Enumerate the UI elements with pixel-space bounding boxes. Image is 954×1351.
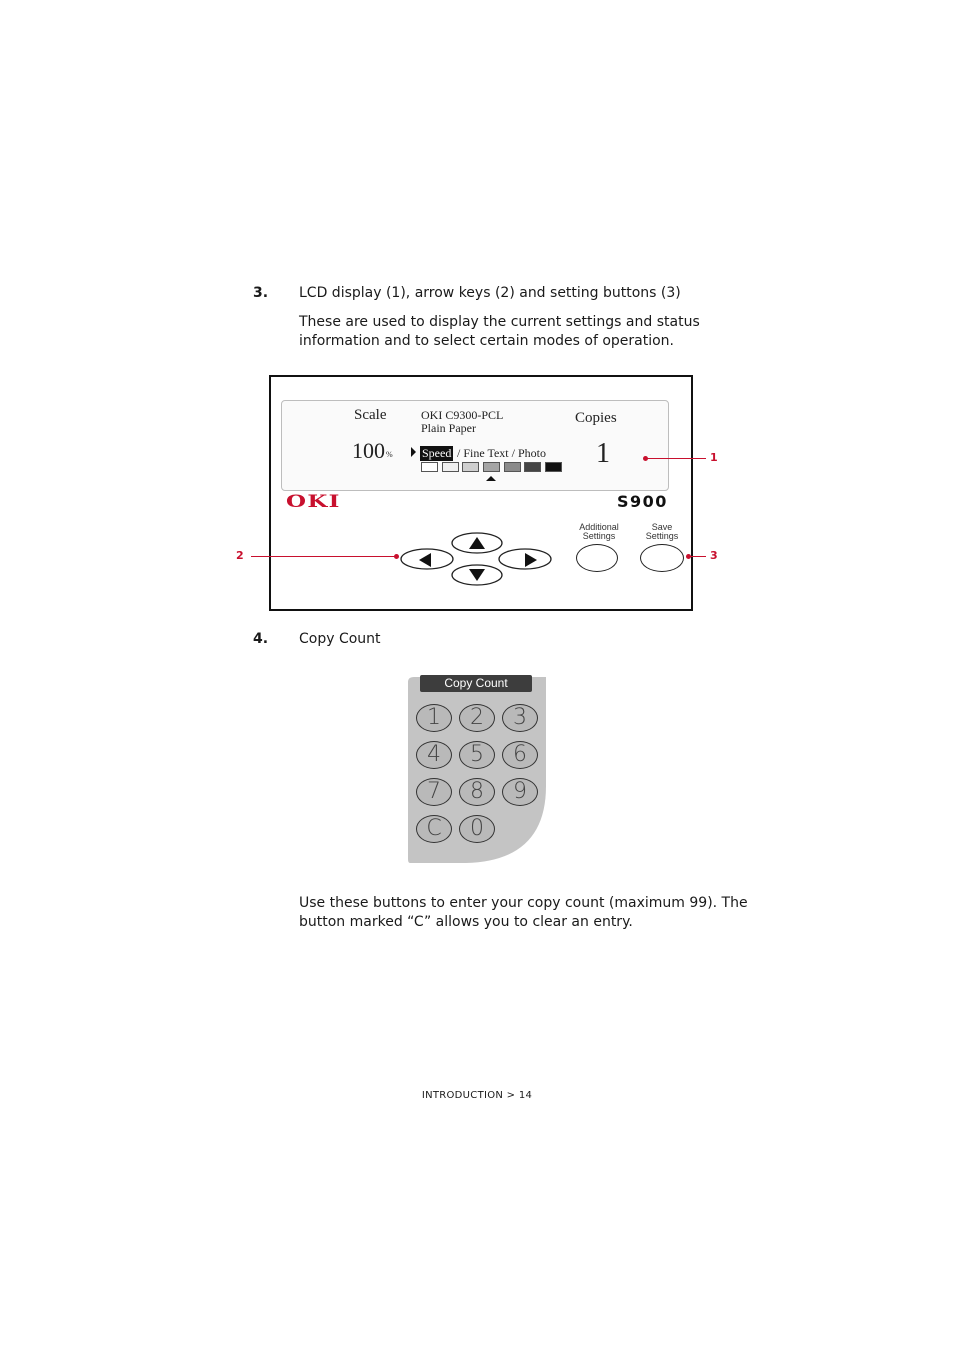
callout-2-line (251, 556, 397, 557)
save-settings-label-line2: Settings (645, 531, 679, 541)
down-arrow-button[interactable] (468, 568, 486, 582)
tone-swatch-4 (483, 462, 500, 472)
key-0[interactable]: 0 (459, 815, 495, 843)
key-9[interactable]: 9 (502, 778, 538, 806)
key-2[interactable]: 2 (459, 704, 495, 732)
lcd-scale-unit: % (386, 450, 393, 459)
copy-count-label: Copy Count (420, 675, 532, 692)
section-4-number: 4. (253, 631, 269, 647)
key-8[interactable]: 8 (459, 778, 495, 806)
tone-swatch-3 (462, 462, 479, 472)
section-4-description-line2: button marked “C” allows you to clear an entry. (299, 914, 633, 930)
up-arrow-button[interactable] (468, 536, 486, 550)
callout-1-number: 1 (710, 451, 718, 464)
key-7[interactable]: 7 (416, 778, 452, 806)
key-3[interactable]: 3 (502, 704, 538, 732)
section-3-description-line2: information and to select certain modes of operation. (299, 333, 674, 349)
callout-1-dot (643, 456, 648, 461)
lcd-copies-label: Copies (575, 410, 617, 426)
additional-settings-label-line1: Additional (579, 522, 619, 532)
callout-3-number: 3 (710, 549, 718, 562)
callout-3-dot (686, 554, 691, 559)
lcd-mode-others: / Fine Text / Photo (457, 446, 546, 460)
right-arrow-button[interactable] (524, 552, 538, 568)
section-3-number: 3. (253, 285, 269, 301)
key-4[interactable]: 4 (416, 741, 452, 769)
lcd-indicator-icon (486, 476, 496, 481)
tone-swatch-2 (442, 462, 459, 472)
key-clear[interactable]: C (416, 815, 452, 843)
lcd-scale-label: Scale (354, 407, 387, 423)
tone-swatch-6 (524, 462, 541, 472)
additional-settings-label-line2: Settings (582, 531, 616, 541)
oki-logo: OKI (286, 492, 341, 512)
save-settings-button[interactable] (640, 544, 684, 572)
page-footer: INTRODUCTION > 14 (421, 1090, 533, 1101)
section-3-heading: LCD display (1), arrow keys (2) and setting buttons (3) (299, 285, 681, 301)
section-4-description-line1: Use these buttons to enter your copy count (maximum 99). The (299, 895, 748, 911)
lcd-paper-type: Plain Paper (421, 421, 476, 435)
lcd-copies-value: 1 (596, 438, 610, 469)
callout-2-dot (394, 554, 399, 559)
key-5[interactable]: 5 (459, 741, 495, 769)
tone-swatch-7 (545, 462, 562, 472)
lcd-printer-name: OKI C9300-PCL (421, 408, 504, 422)
callout-1-line (646, 458, 706, 459)
lcd-mode-selected: Speed (422, 446, 452, 460)
tone-swatch-1 (421, 462, 438, 472)
tone-swatch-5 (504, 462, 521, 472)
lcd-scale-value: 100 (352, 438, 385, 463)
model-name: S900 (617, 492, 668, 511)
section-4-heading: Copy Count (299, 631, 381, 647)
callout-2-number: 2 (236, 549, 244, 562)
save-settings-label-line1: Save (651, 522, 673, 532)
key-1[interactable]: 1 (416, 704, 452, 732)
section-3-description-line1: These are used to display the current settings and status (299, 314, 700, 330)
lcd-pointer-icon (411, 447, 416, 457)
additional-settings-button[interactable] (576, 544, 618, 572)
key-6[interactable]: 6 (502, 741, 538, 769)
left-arrow-button[interactable] (418, 552, 432, 568)
